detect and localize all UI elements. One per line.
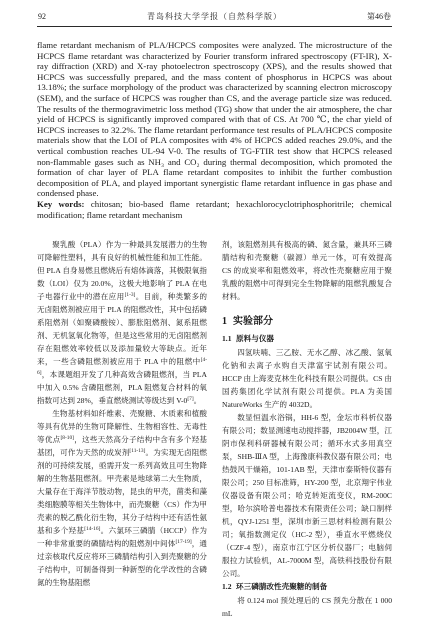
paragraph-text: 。六氯环三磷腈（HCCP）作为一种非常重要的磷腈结构的阻燃剂中间体 <box>37 526 208 548</box>
right-column <box>222 238 392 620</box>
citation-ref: [14-16] <box>84 526 101 532</box>
citation-ref: [11-13] <box>129 448 146 454</box>
intro-paragraph-2 <box>37 407 207 589</box>
section-title: 实验部分 <box>233 316 273 327</box>
section-number: 1 <box>222 316 227 327</box>
keywords-label: Key words: <box>37 198 85 209</box>
subsection-number: 1.2 <box>222 582 232 591</box>
paragraph-text: 。目前，种类繁多的无卤阻燃剂被应用于 PLA 的阻燃改性，其中包括磷系阻燃剂（如聚磷酸铵）、膨胀阻燃剂、氮系阻燃剂、无机氢氧化物等，但是这些常用的无卤阻燃剂存在阻燃效率较低以及添加量较大等缺点。近年来，一些含磷阻燃剂被应用于 PLA 中的阻燃中 <box>37 292 208 366</box>
preparation-paragraph: 将 0.124 mol 预处理后的 CS 预先分散在 1 000 mL <box>222 596 392 618</box>
subsection-heading <box>222 580 392 594</box>
left-column <box>37 238 207 589</box>
intro-paragraph-continuation: 剂，该阻燃剂具有极高的磷、氮含量，兼具环三磷腈结构和壳聚糖（碳源）单元一体，可有效提高 CS 的成炭率和阻燃效率，将改性壳聚糖应用于聚乳酸的阻燃中可得到完全生物降解的阻燃乳酸复合材料。 <box>222 240 392 301</box>
paragraph-text: ，这些天然高分子结构中含有多个羟基基团，可作为天然的成炭剂 <box>37 435 208 457</box>
paragraph-text: 生物基材料如纤维素、壳聚糖、木质素和植酸等具有优异的生物可降解性、生物相容性、无毒性等优点 <box>37 409 207 444</box>
subsection-title: 原料与仪器 <box>236 334 275 343</box>
materials-paragraph: 四氢呋喃、三乙胺、无水乙醇、冰乙酸、氢氧化钠和去离子水购自天津富宇试剂有限公司。HCCP 由上海麦克林生化科技有限公司提供。CS 由国药集团化学试剂有限公司提供。PLA 为美国 NatureWorks 生产的 4032D。 <box>222 348 392 409</box>
citation-ref: [8-10] <box>60 435 74 441</box>
citation-ref: [17-19] <box>175 539 192 545</box>
section-heading <box>222 314 392 330</box>
paragraph-text: ，通过亲核取代反应将环三磷腈结构引入到壳聚糖的分子结构中，可制备得到一种新型的化学改性的含磷氮的生物基阻燃 <box>37 539 208 587</box>
citation-ref: [1-3] <box>124 292 136 298</box>
journal-title: 青岛科技大学学报（自然科学版） <box>147 12 282 21</box>
abstract-text: flame retardant mechanism of PLA/HCPCS composites were analyzed. The microstructure of the HCPCS flame retardant was characterized by Fourier transform infrared spectroscopy (FT-IR), X-ray diffraction (XRD) and X-ray photoelectron spectroscopy (XPS), and the results showed that HCPCS was successfully prepared, and the mass content of phosphorus in HCPCS was about 13.18%; the surface morphology of the product was characterized by scanning electron microscopy (SEM), and the surface of HCPCS was rougher than CS, and the average particle size was reduced. The results of the thermogravimetric loss method (TG) show that under the air atmosphere, the char yield of HCPCS is significantly improved compared with that of CS. At 700 ℃, the char yield of HCPCS increases to 32.2%. The flame retardant performance test results of PLA/HCPCS composite materials show that the LOI of PLA composites with 4% of HCPCS added reaches 29.0%, and the vertical combustion reaches UL-94 V-0. The results of TG-FTIR test show that HCPCS released non-flammable gases such as NH₃ and CO₂ during thermal decomposition, which promoted the formation of char layer of PLA flame retardant composites to inhibit the further combustion decomposition of PLA, and played important synergistic flame retardant influence in gas phase and condensed phase. <box>37 40 392 199</box>
subsection-number: 1.1 <box>222 334 232 343</box>
instruments-paragraph: 数显恒温水浴锅，HH-6 型，金坛市科析仪器有限公司；数显测速电动搅拌器，JB2004W 型，江阴市保利科研器械有限公司；循环水式多用真空泵，SHB-ⅢA 型，上海豫康科教仪器有限公司；电热鼓风干燥箱，101-1AB 型，天津市泰斯特仪器有限公司；250 目标准筛，HY-200 型，北京翔宇伟业仪器设备有限公司；哈克转矩流变仪，RM-200C 型，哈尔滨哈普电器技术有限责任公司；缺口制样机，QYJ-1251 型，深圳市新三思材料检测有限公司；氧指数测定仪（HC-2 型），垂直水平燃烧仪（CZF-4 型），南京市江宁区分析仪器厂；电脑伺服拉力试验机，AL-7000M 型，高铁科技股份有限公司。 <box>222 413 392 578</box>
citation-ref: [4-6] <box>37 357 207 376</box>
paragraph-text: 。为实现无卤阻燃剂的可持续发展，亟需开发一系列高效且可生物降解的生物基阻燃剂。甲壳素是地球第二大生物质，大量存在于海洋节肢动物，昆虫的甲壳，菌类和藻类细胞膜等相关生物体中，而壳聚糖（CS）作为甲壳素的脱乙酰化衍生物，其分子结构中还有活性氨基和多个羟基 <box>37 448 208 535</box>
english-abstract <box>37 40 392 220</box>
page-number: 92 <box>38 12 46 21</box>
running-header <box>37 11 392 27</box>
keywords <box>37 199 392 220</box>
paragraph-text: ，本课题组开发了几种高效含磷阻燃剂，当 PLA 中加入 0.5% 含磷阻燃剂，PLA 阻燃复合材料的氧指数可达到 28%，垂直燃烧测试等级达到 V-0 <box>37 370 207 405</box>
keywords-text: chitosan; bio-based flame retardant; hexachlorocyclotriphosphoritrile; chemical modification; flame retardant mechanism <box>37 198 393 220</box>
paragraph-text: 聚乳酸（PLA）作为一种最具发展潜力的生物可降解性塑料，具有良好的机械性能和加工性能。但 PLA 自身易燃且燃烧后有熔体滴落，其极限氧指数（LOI）仅为 20.0%，这极大地影响了 PLA 在电子电器行业中的潜在应用 <box>37 240 207 301</box>
subsection-title: 环三磷腈改性壳聚糖的制备 <box>236 582 328 591</box>
paragraph-text: 。 <box>193 396 202 405</box>
intro-paragraph-1 <box>37 238 207 407</box>
subsection-heading <box>222 332 392 346</box>
citation-ref: [7] <box>187 396 194 402</box>
volume-number: 第46卷 <box>367 12 391 21</box>
